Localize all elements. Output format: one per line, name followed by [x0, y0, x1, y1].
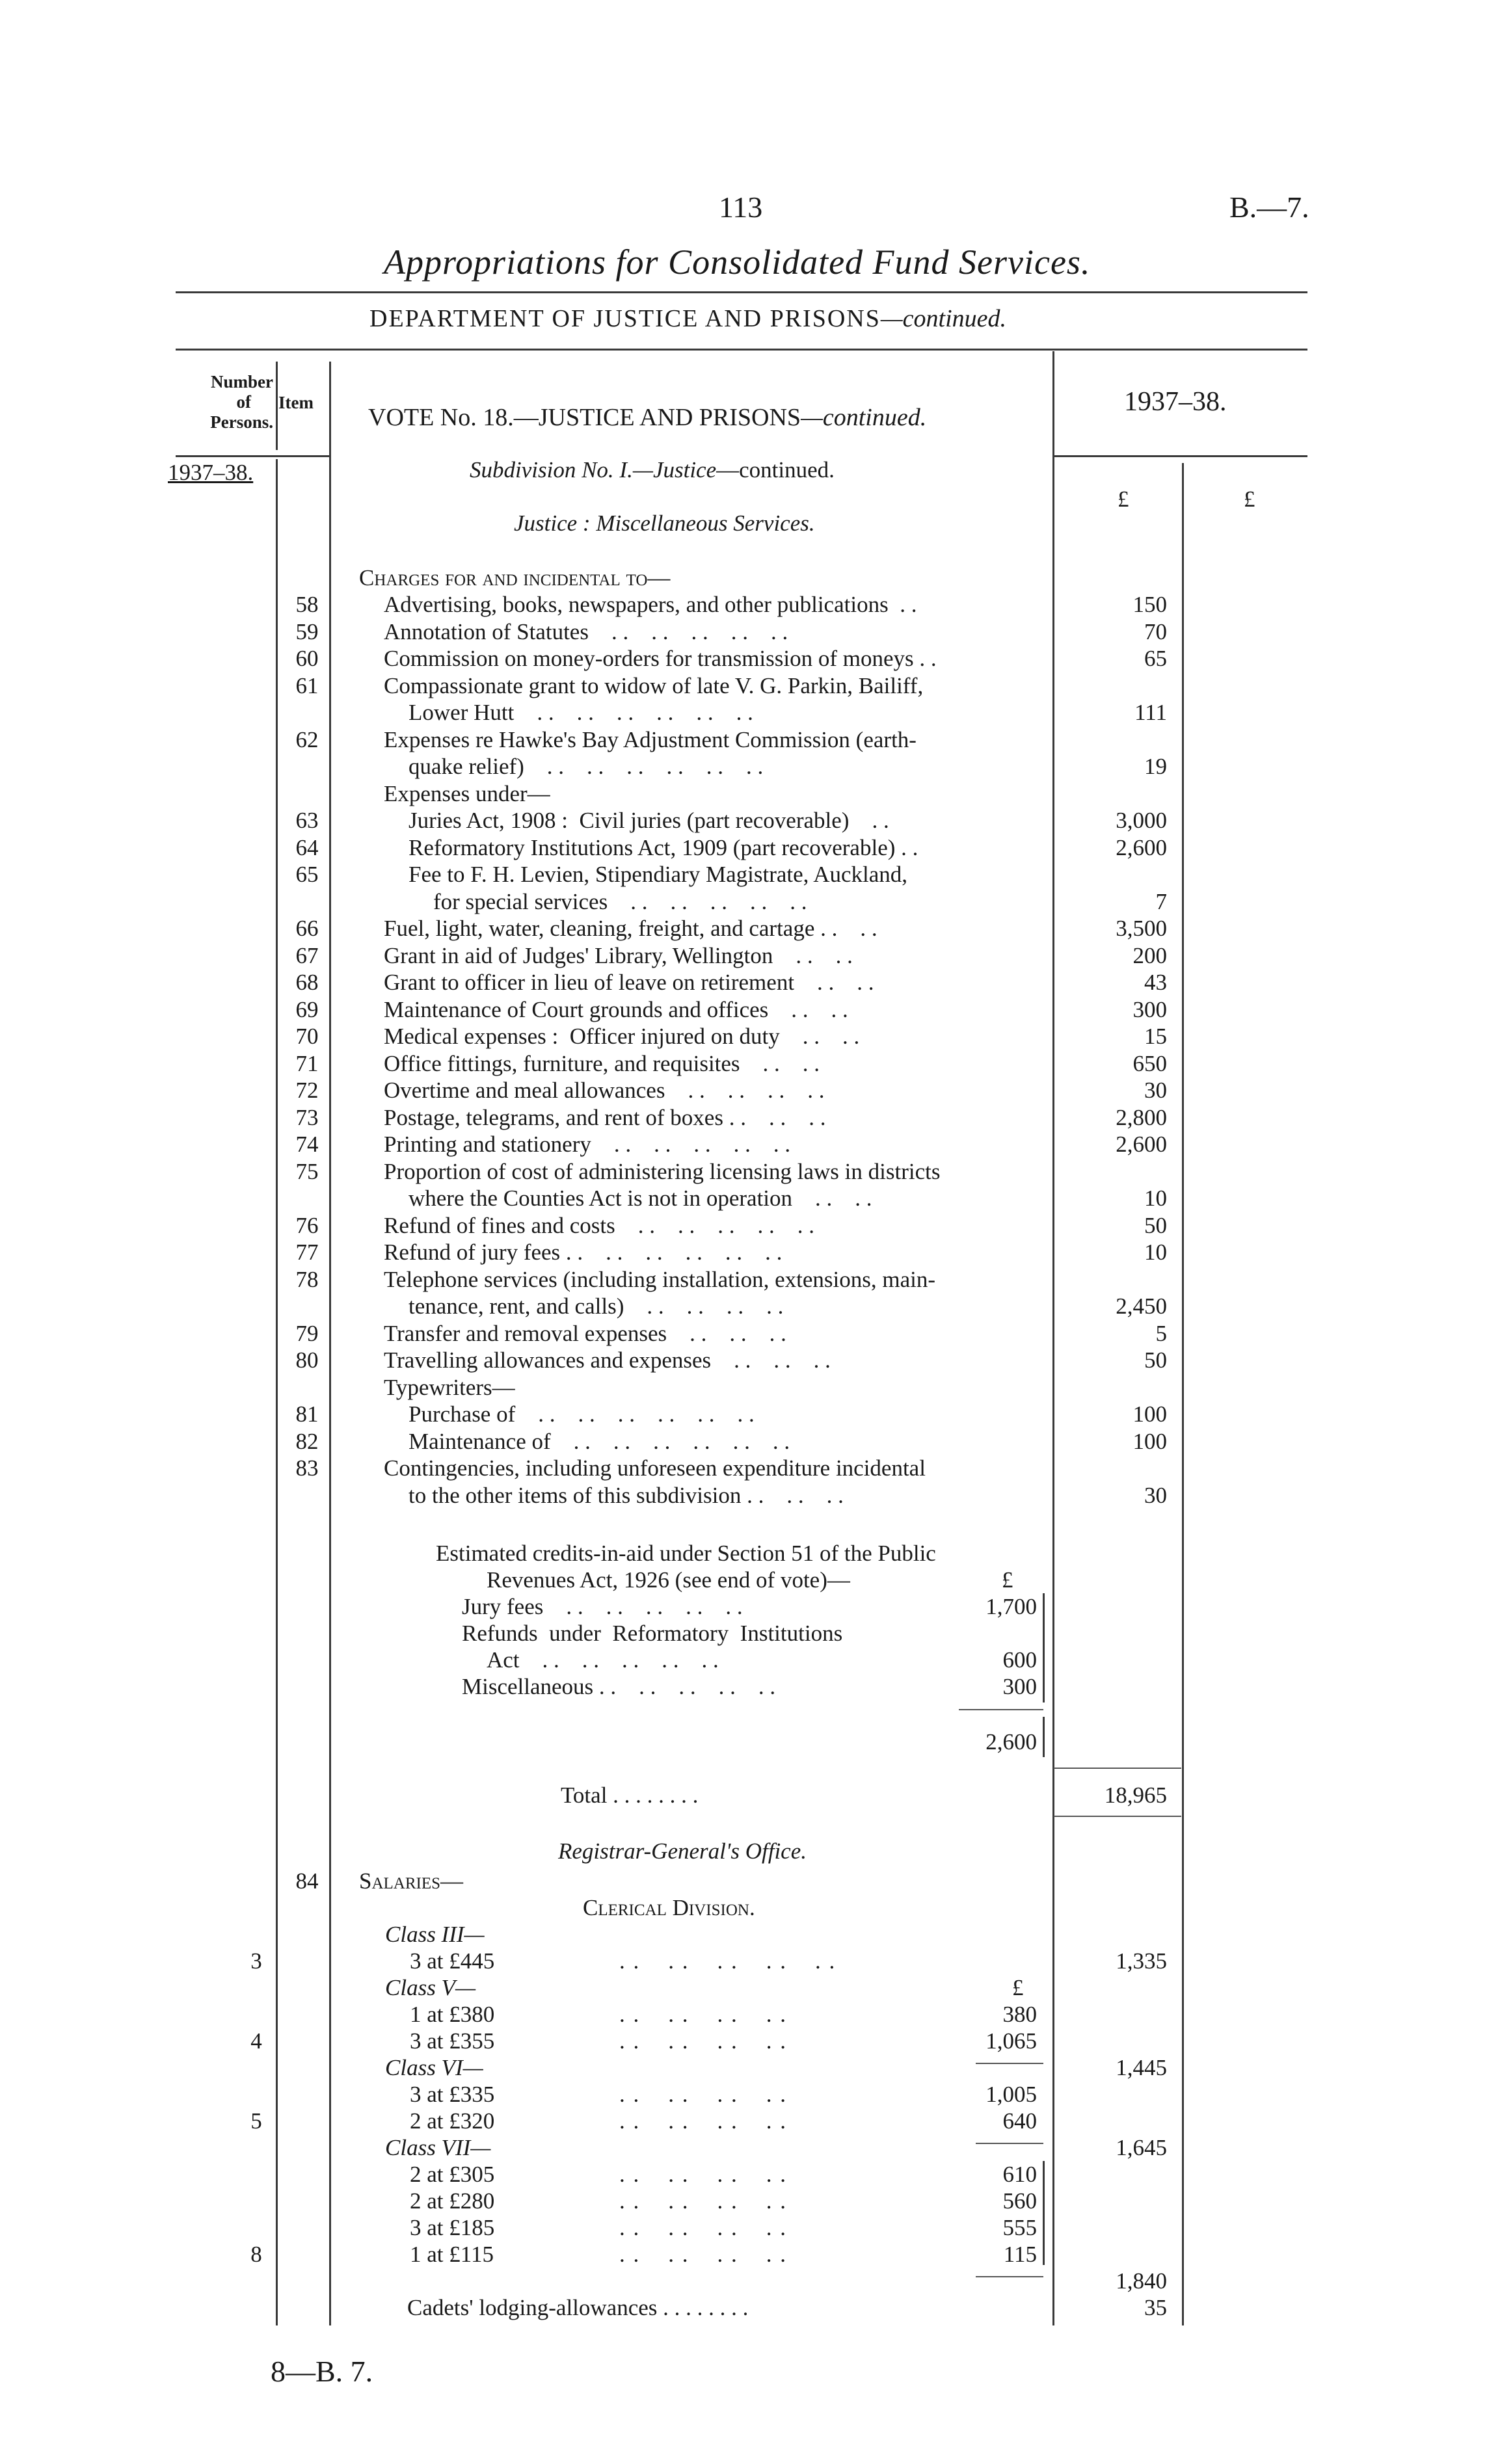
item-description: Refund of jury fees . . . . . . . . . . . .	[384, 1239, 783, 1265]
credits-rule	[1043, 1593, 1045, 1702]
item-description: Advertising, books, newspapers, and other publications . .	[384, 592, 917, 617]
subdivision-title-text: Subdivision No. I.—Justice	[470, 457, 717, 483]
item-description: Grant to officer in lieu of leave on retirement . . . .	[384, 970, 874, 995]
subdivision-title	[470, 457, 835, 483]
item-header: Item	[278, 393, 314, 412]
item-amount: 2,600	[1116, 1132, 1167, 1157]
persons-count: 3	[250, 1948, 262, 1974]
item-amount: 300	[1132, 996, 1167, 1022]
item-description: Lower Hutt . . . . . . . . . . . .	[409, 700, 753, 725]
salary-row-amount: 640	[1002, 2108, 1037, 2134]
salary-row-amount: 610	[1002, 2162, 1037, 2187]
persons-header-line: of	[236, 392, 251, 412]
salary-row-amount: 115	[1003, 2242, 1037, 2267]
item-number: 82	[295, 1428, 319, 1454]
title-rule	[176, 291, 1307, 293]
item-description: Maintenance of . . . . . . . . . . . .	[409, 1428, 790, 1454]
class-pound: £	[1012, 1975, 1024, 2000]
salaries-heading: Salaries—	[359, 1868, 464, 1894]
item-number: 67	[295, 942, 319, 968]
credit-amount: 1,700	[985, 1594, 1037, 1619]
credits-pound: £	[1002, 1567, 1013, 1593]
salary-row-dots: . . . . . . . .	[619, 2215, 787, 2240]
credit-amount: 600	[1002, 1647, 1037, 1673]
item-amount: 2,600	[1116, 834, 1167, 860]
salary-row-dots: . . . . . . . .	[619, 2108, 787, 2134]
item-description: Transfer and removal expenses . . . . . .	[384, 1320, 786, 1346]
salary-row-label: 1 at £380	[410, 2002, 495, 2027]
total-rule	[1054, 1768, 1181, 1769]
salary-row-dots: . . . . . . . .	[619, 2188, 787, 2214]
item-amount: 650	[1132, 1050, 1167, 1076]
department-suffix: —continued.	[880, 305, 1007, 332]
item-description: Grant in aid of Judges' Library, Wellington . . . .	[384, 942, 853, 968]
item-description: Printing and stationery . . . . . . . . . .	[384, 1132, 791, 1157]
item-amount: 15	[1144, 1024, 1167, 1049]
item-number: 76	[295, 1212, 319, 1238]
item-number: 65	[295, 862, 319, 887]
item-amount: 7	[1155, 888, 1167, 914]
column-rule-persons	[276, 362, 278, 450]
item-amount: 2,800	[1116, 1104, 1167, 1130]
salary-row-amount: 555	[1002, 2215, 1037, 2240]
item-description: Telephone services (including installation, extensions, main-	[384, 1266, 936, 1292]
item-description: Contingencies, including unforeseen expenditure incidental	[384, 1455, 926, 1481]
item-description: Overtime and meal allowances . . . . . . . .	[384, 1078, 825, 1103]
total-label: Total . . . . . . . .	[561, 1782, 699, 1808]
item-number: 68	[295, 970, 319, 995]
item-description: to the other items of this subdivision . . . . . .	[409, 1482, 844, 1508]
persons-count: 4	[250, 2028, 262, 2054]
credits-line: Estimated credits-in-aid under Section 51 of the Public	[436, 1541, 936, 1566]
salary-row-dots: . . . . . . . .	[619, 2242, 787, 2267]
item-description: where the Counties Act is not in operation . . . .	[409, 1186, 872, 1211]
item-description: Proportion of cost of administering licensing laws in districts	[384, 1158, 941, 1184]
department-heading	[369, 304, 1006, 333]
credits-total-rule	[959, 1709, 1043, 1710]
credits-total-rule-v	[1043, 1717, 1045, 1757]
class-heading: Class VI—	[385, 2055, 483, 2080]
item-amount: 10	[1144, 1186, 1167, 1211]
item-amount: 30	[1144, 1482, 1167, 1508]
item-description: Typewriters—	[384, 1374, 515, 1400]
item-number: 62	[295, 726, 319, 752]
class-sub-rule	[976, 2276, 1043, 2277]
class-total: 1,445	[1116, 2055, 1167, 2080]
item-description: Expenses re Hawke's Bay Adjustment Commission (earth-	[384, 726, 917, 752]
total-under-rule	[1054, 1816, 1181, 1817]
salary-row-dots: . . . . . . . .	[619, 2028, 787, 2054]
item-number: 78	[295, 1266, 319, 1292]
year-row-label: 1937–38.	[168, 460, 254, 485]
cadets-label: Cadets' lodging-allowances . . . . . . . .	[407, 2295, 749, 2320]
credit-amount: 300	[1002, 1674, 1037, 1699]
header-rule-left	[176, 455, 329, 457]
persons-count: 8	[250, 2242, 262, 2267]
item-number: 75	[295, 1158, 319, 1184]
charges-heading: Charges for and incidental to—	[359, 565, 671, 590]
item-amount: 50	[1144, 1347, 1167, 1373]
credit-label: Refunds under Reformatory Institutions	[462, 1621, 843, 1646]
salary-row-label: 3 at £185	[410, 2215, 495, 2240]
item-amount: 30	[1144, 1078, 1167, 1103]
item-amount: 3,500	[1116, 916, 1167, 941]
credits-total: 2,600	[985, 1729, 1037, 1755]
item-description: Fuel, light, water, cleaning, freight, and cartage . . . .	[384, 916, 877, 941]
salary-row-label: 3 at £335	[410, 2082, 495, 2107]
item-number: 61	[295, 672, 319, 698]
item-description: Postage, telegrams, and rent of boxes . . . . . .	[384, 1104, 826, 1130]
item-amount: 200	[1132, 942, 1167, 968]
class-heading: Class V—	[385, 1975, 476, 2000]
class-total: 1,335	[1116, 1948, 1167, 1974]
class-total: 1,840	[1116, 2268, 1167, 2294]
item-number: 80	[295, 1347, 319, 1373]
persons-header-line: Persons.	[210, 412, 273, 432]
item-number: 81	[295, 1401, 319, 1427]
item-description: Compassionate grant to widow of late V. G. Parkin, Bailiff,	[384, 672, 924, 698]
salary-row-dots: . . . . . . . .	[619, 2002, 787, 2027]
salary-row-amount: 380	[1002, 2002, 1037, 2027]
pound-sign: £	[1244, 486, 1255, 512]
item-number: 71	[295, 1050, 319, 1076]
registrar-title: Registrar-General's Office.	[558, 1838, 807, 1864]
item-amount: 100	[1132, 1401, 1167, 1427]
class-sub-rule	[976, 2063, 1043, 2064]
class-sub-rule-v	[1043, 2161, 1045, 2265]
doc-reference: B.—7.	[1229, 191, 1309, 224]
item-amount: 65	[1144, 646, 1167, 671]
item-description: Maintenance of Court grounds and offices . . . .	[384, 996, 848, 1022]
item-description: Annotation of Statutes . . . . . . . . . .	[384, 618, 788, 644]
item-number: 66	[295, 916, 319, 941]
item-number: 77	[295, 1239, 319, 1265]
credit-label: Act . . . . . . . . . .	[487, 1647, 719, 1673]
pound-sign: £	[1118, 486, 1129, 512]
salary-row-label: 3 at £445	[410, 1948, 495, 1974]
item-amount: 43	[1144, 970, 1167, 995]
item-description: Reformatory Institutions Act, 1909 (part recoverable) . .	[409, 834, 918, 860]
item-number: 70	[295, 1024, 319, 1049]
item-description: Refund of fines and costs . . . . . . . . . .	[384, 1212, 815, 1238]
item-number: 73	[295, 1104, 319, 1130]
item-number: 58	[295, 592, 319, 617]
item-number: 83	[295, 1455, 319, 1481]
year-column-header: 1937–38.	[1124, 387, 1227, 417]
item-number: 69	[295, 996, 319, 1022]
column-rule-amount-2	[1182, 463, 1184, 2325]
vote-title-suffix: —continued.	[801, 404, 927, 431]
section-heading: Justice : Miscellaneous Services.	[514, 510, 815, 536]
column-rule-persons	[276, 459, 278, 2325]
credit-label: Miscellaneous . . . . . . . . . .	[462, 1674, 776, 1699]
page-title: Appropriations for Consolidated Fund Services.	[384, 243, 1091, 282]
department-name: DEPARTMENT OF JUSTICE AND PRISONS	[369, 305, 881, 332]
column-rule-amount	[1052, 351, 1054, 2325]
item-description: tenance, rent, and calls) . . . . . . . .	[409, 1293, 784, 1319]
division-heading: Clerical Division.	[583, 1895, 755, 1920]
salary-row-label: 2 at £320	[410, 2108, 495, 2134]
salary-row-dots: . . . . . . . . . .	[619, 1948, 837, 1974]
persons-header-line: Number	[211, 372, 273, 391]
item-number: 63	[295, 808, 319, 833]
class-heading: Class VII—	[385, 2135, 491, 2160]
item-description: Travelling allowances and expenses . . . . . .	[384, 1347, 831, 1373]
item-description: for special services . . . . . . . . . .	[433, 888, 807, 914]
item-description: Purchase of . . . . . . . . . . . .	[409, 1401, 755, 1427]
item-description: Fee to F. H. Levien, Stipendiary Magistrate, Auckland,	[409, 862, 908, 887]
item-description: Expenses under—	[384, 780, 550, 806]
item-number: 79	[295, 1320, 319, 1346]
salary-row-amount: 1,065	[985, 2028, 1037, 2054]
item-amount: 150	[1132, 592, 1167, 617]
item-description: Juries Act, 1908 : Civil juries (part recoverable) . .	[409, 808, 889, 833]
item-number: 72	[295, 1078, 319, 1103]
persons-count: 5	[250, 2108, 262, 2134]
item-number: 64	[295, 834, 319, 860]
salary-row-label: 3 at £355	[410, 2028, 495, 2054]
persons-header	[176, 372, 273, 432]
item-description: Medical expenses : Officer injured on duty . . . .	[384, 1024, 860, 1049]
item-description: quake relief) . . . . . . . . . . . .	[409, 754, 764, 779]
item-amount: 50	[1144, 1212, 1167, 1238]
credit-label: Jury fees . . . . . . . . . .	[462, 1594, 743, 1619]
class-total: 1,645	[1116, 2135, 1167, 2160]
vote-title-text: VOTE No. 18.—JUSTICE AND PRISONS	[368, 404, 801, 431]
item-amount: 100	[1132, 1428, 1167, 1454]
item-amount: 5	[1155, 1320, 1167, 1346]
item-amount: 2,450	[1116, 1293, 1167, 1319]
item-amount: 10	[1144, 1239, 1167, 1265]
item-number: 84	[295, 1868, 319, 1894]
salary-row-dots: . . . . . . . .	[619, 2082, 787, 2107]
salary-row-label: 2 at £280	[410, 2188, 495, 2214]
item-number: 59	[295, 618, 319, 644]
salary-row-label: 2 at £305	[410, 2162, 495, 2187]
subdivision-title-suffix: —continued.	[716, 457, 835, 483]
item-amount: 19	[1144, 754, 1167, 779]
salary-row-amount: 1,005	[985, 2082, 1037, 2107]
item-amount: 70	[1144, 618, 1167, 644]
total-amount: 18,965	[1104, 1782, 1167, 1808]
class-heading: Class III—	[385, 1922, 485, 1947]
item-number: 60	[295, 646, 319, 671]
column-rule-item	[329, 362, 331, 2325]
salary-row-label: 1 at £115	[410, 2242, 494, 2267]
class-sub-rule	[976, 2143, 1043, 2144]
item-amount: 3,000	[1116, 808, 1167, 833]
salary-row-amount: 560	[1002, 2188, 1037, 2214]
item-number: 74	[295, 1132, 319, 1157]
printer-signature: 8—B. 7.	[271, 2355, 373, 2388]
vote-title	[368, 403, 926, 432]
salary-row-dots: . . . . . . . .	[619, 2162, 787, 2187]
item-amount: 111	[1134, 700, 1167, 725]
item-description: Commission on money-orders for transmission of moneys . .	[384, 646, 937, 671]
cadets-amount: 35	[1144, 2295, 1167, 2320]
header-rule-right	[1054, 455, 1307, 457]
credits-line: Revenues Act, 1926 (see end of vote)—	[487, 1567, 850, 1593]
item-description: Office fittings, furniture, and requisites . . . .	[384, 1050, 820, 1076]
table-top-rule	[176, 349, 1307, 351]
page-number: 113	[719, 191, 763, 224]
